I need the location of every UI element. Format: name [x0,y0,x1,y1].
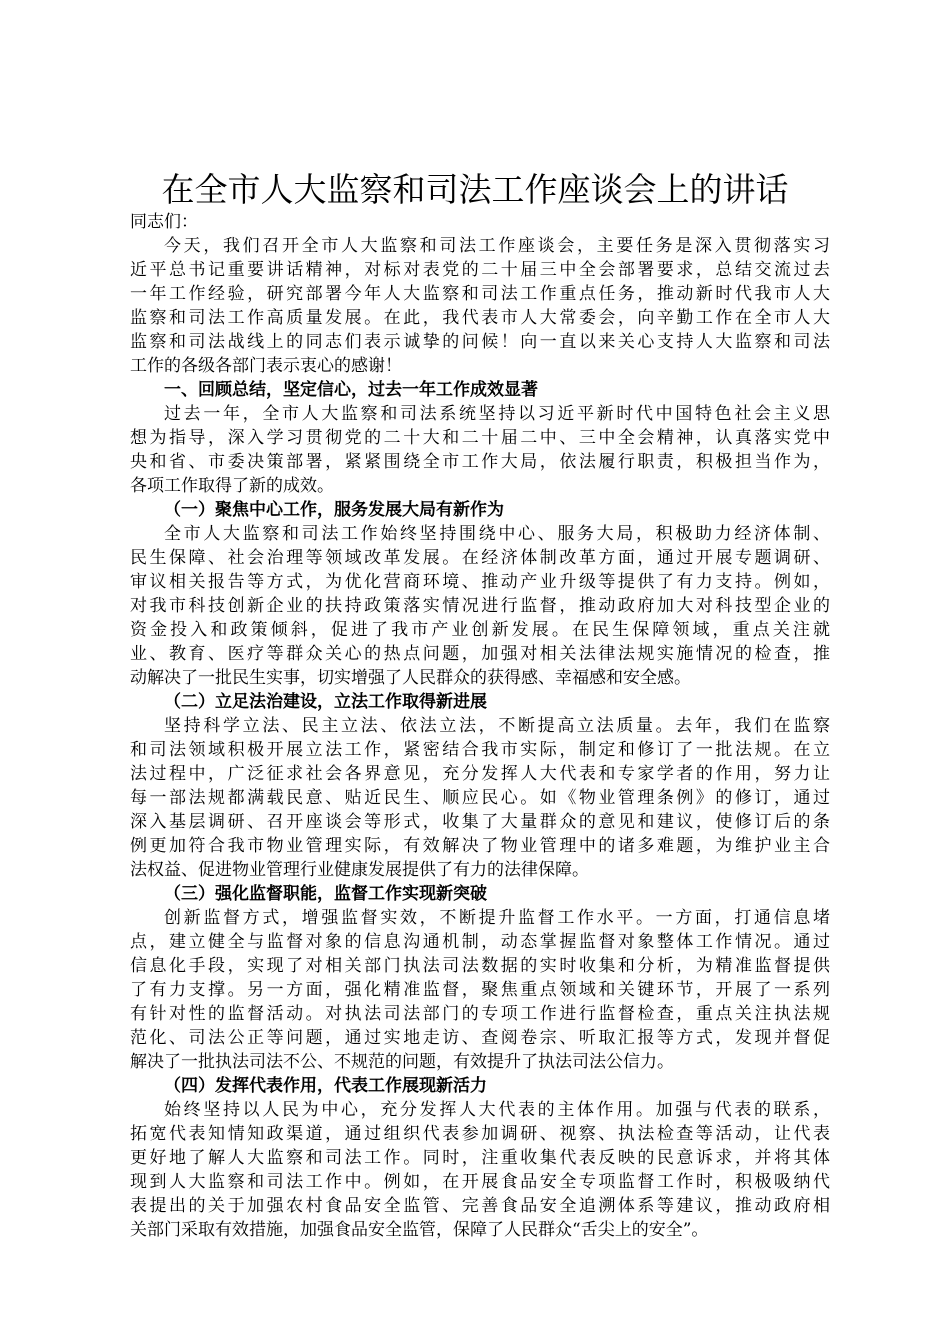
paragraph-line: 资金投入和政策倾斜，促进了我市产业创新发展。在民生保障领域，重点关注就 [130,620,830,640]
paragraph-line: 法权益、促进物业管理行业健康发展提供了有力的法律保障。 [130,860,589,880]
paragraph-line: 业、教育、医疗等群众关心的热点问题，加强对相关法律法规实施情况的检查，推 [130,644,830,664]
paragraph-line: 有针对性的监督活动。对执法司法部门的专项工作进行监督检查，重点关注执法规 [130,1004,830,1024]
intro-paragraph [130,234,830,378]
paragraph-line: 对我市科技创新企业的扶持政策落实情况进行监督，推动政府加大对科技型企业的 [130,596,830,616]
subsection-heading: （二）立足法治建设，立法工作取得新进展 [164,692,487,712]
paragraph-line: 深入基层调研、召开座谈会等形式，收集了大量群众的意见和建议，使修订后的条 [130,812,830,832]
section-paragraph [130,402,830,498]
paragraph-line: 例更加符合我市物业管理实际，有效解决了物业管理中的诸多难题，为维护业主合 [130,836,830,856]
paragraph-line: 法过程中，广泛征求社会各界意见，充分发挥人大代表和专家学者的作用，努力让 [130,764,830,784]
paragraph-line: 每一部法规都满载民意、贴近民生、顺应民心。如《物业管理条例》的修订，通过 [130,788,830,808]
paragraph-line: 一年工作经验，研究部署今年人大监察和司法工作重点任务，推动新时代我市人大 [130,284,830,304]
paragraph-line: 解决了一批执法司法不公、不规范的问题，有效提升了执法司法公信力。 [130,1052,674,1072]
paragraph-line: 民生保障、社会治理等领域改革发展。在经济体制改革方面，通过开展专题调研、 [130,548,830,568]
paragraph-line: 审议相关报告等方式，为优化营商环境、推动产业升级等提供了有力支持。例如， [130,572,830,592]
paragraph-line: 监察和司法战线上的同志们表示诚挚的问候！向一直以来关心支持人大监察和司法 [130,332,830,352]
paragraph-line: 监察和司法工作高质量发展。在此，我代表市人大常委会，向辛勤工作在全市人大 [130,308,830,328]
paragraph-line: 信息化手段，实现了对相关部门执法司法数据的实时收集和分析，为精准监督提供 [130,956,830,976]
paragraph-line: 关部门采取有效措施，加强食品安全监管，保障了人民群众“舌尖上的安全”。 [130,1220,709,1240]
document-body [130,210,830,1242]
document-title: 在全市人大监察和司法工作座谈会上的讲话 [161,170,789,209]
paragraph-line: 动解决了一批民生实事，切实增强了人民群众的获得感、幸福感和安全感。 [130,668,691,688]
paragraph-line: 始终坚持以人民为中心，充分发挥人大代表的主体作用。加强与代表的联系， [164,1100,830,1120]
salutation: 同志们： [130,212,198,232]
paragraph-line: 今天，我们召开全市人大监察和司法工作座谈会，主要任务是深入贯彻落实习 [164,236,830,256]
paragraph-line: 创新监督方式，增强监督实效，不断提升监督工作水平。一方面，打通信息堵 [164,908,830,928]
paragraph-line: 更好地了解人大监察和司法工作。同时，注重收集代表反映的民意诉求，并将其体 [130,1148,830,1168]
subsection-heading: （三）强化监督职能，监督工作实现新突破 [164,884,487,904]
paragraph-line: 想为指导，深入学习贯彻党的二十大和二十届二中、三中全会精神，认真落实党中 [130,428,830,448]
subsection-heading: （一）聚焦中心工作，服务发展大局有新作为 [164,500,504,520]
subsection-paragraph [130,1098,830,1242]
paragraph-line: 过去一年，全市人大监察和司法系统坚持以习近平新时代中国特色社会主义思 [164,404,830,424]
paragraph-line: 现到人大监察和司法工作中。例如，在开展食品安全专项监督工作时，积极吸纳代 [130,1172,830,1192]
paragraph-line: 工作的各级各部门表示衷心的感谢！ [130,356,402,376]
section-heading: 一、回顾总结，坚定信心，过去一年工作成效显著 [164,380,538,400]
subsection-paragraph [130,906,830,1074]
paragraph-line: 拓宽代表知情知政渠道，通过组织代表参加调研、视察、执法检查等活动，让代表 [130,1124,830,1144]
paragraph-line: 范化、司法公正等问题，通过实地走访、查阅卷宗、听取汇报等方式，发现并督促 [130,1028,830,1048]
paragraph-line: 央和省、市委决策部署，紧紧围绕全市工作大局，依法履行职责，积极担当作为， [130,452,830,472]
paragraph-line: 了有力支撑。另一方面，强化精准监督，聚焦重点领域和关键环节，开展了一系列 [130,980,830,1000]
subsection-heading: （四）发挥代表作用，代表工作展现新活力 [164,1076,487,1096]
paragraph-line: 全市人大监察和司法工作始终坚持围绕中心、服务大局，积极助力经济体制、 [164,524,830,544]
paragraph-line: 各项工作取得了新的成效。 [130,476,334,496]
paragraph-line: 表提出的关于加强农村食品安全监管、完善食品安全追溯体系等建议，推动政府相 [130,1196,830,1216]
subsection-paragraph [130,714,830,882]
paragraph-line: 近平总书记重要讲话精神，对标对表党的二十届三中全会部署要求，总结交流过去 [130,260,830,280]
subsection-paragraph [130,522,830,690]
paragraph-line: 点，建立健全与监督对象的信息沟通机制，动态掌握监督对象整体工作情况。通过 [130,932,830,952]
paragraph-line: 坚持科学立法、民主立法、依法立法，不断提高立法质量。去年，我们在监察 [164,716,830,736]
paragraph-line: 和司法领域积极开展立法工作，紧密结合我市实际，制定和修订了一批法规。在立 [130,740,830,760]
